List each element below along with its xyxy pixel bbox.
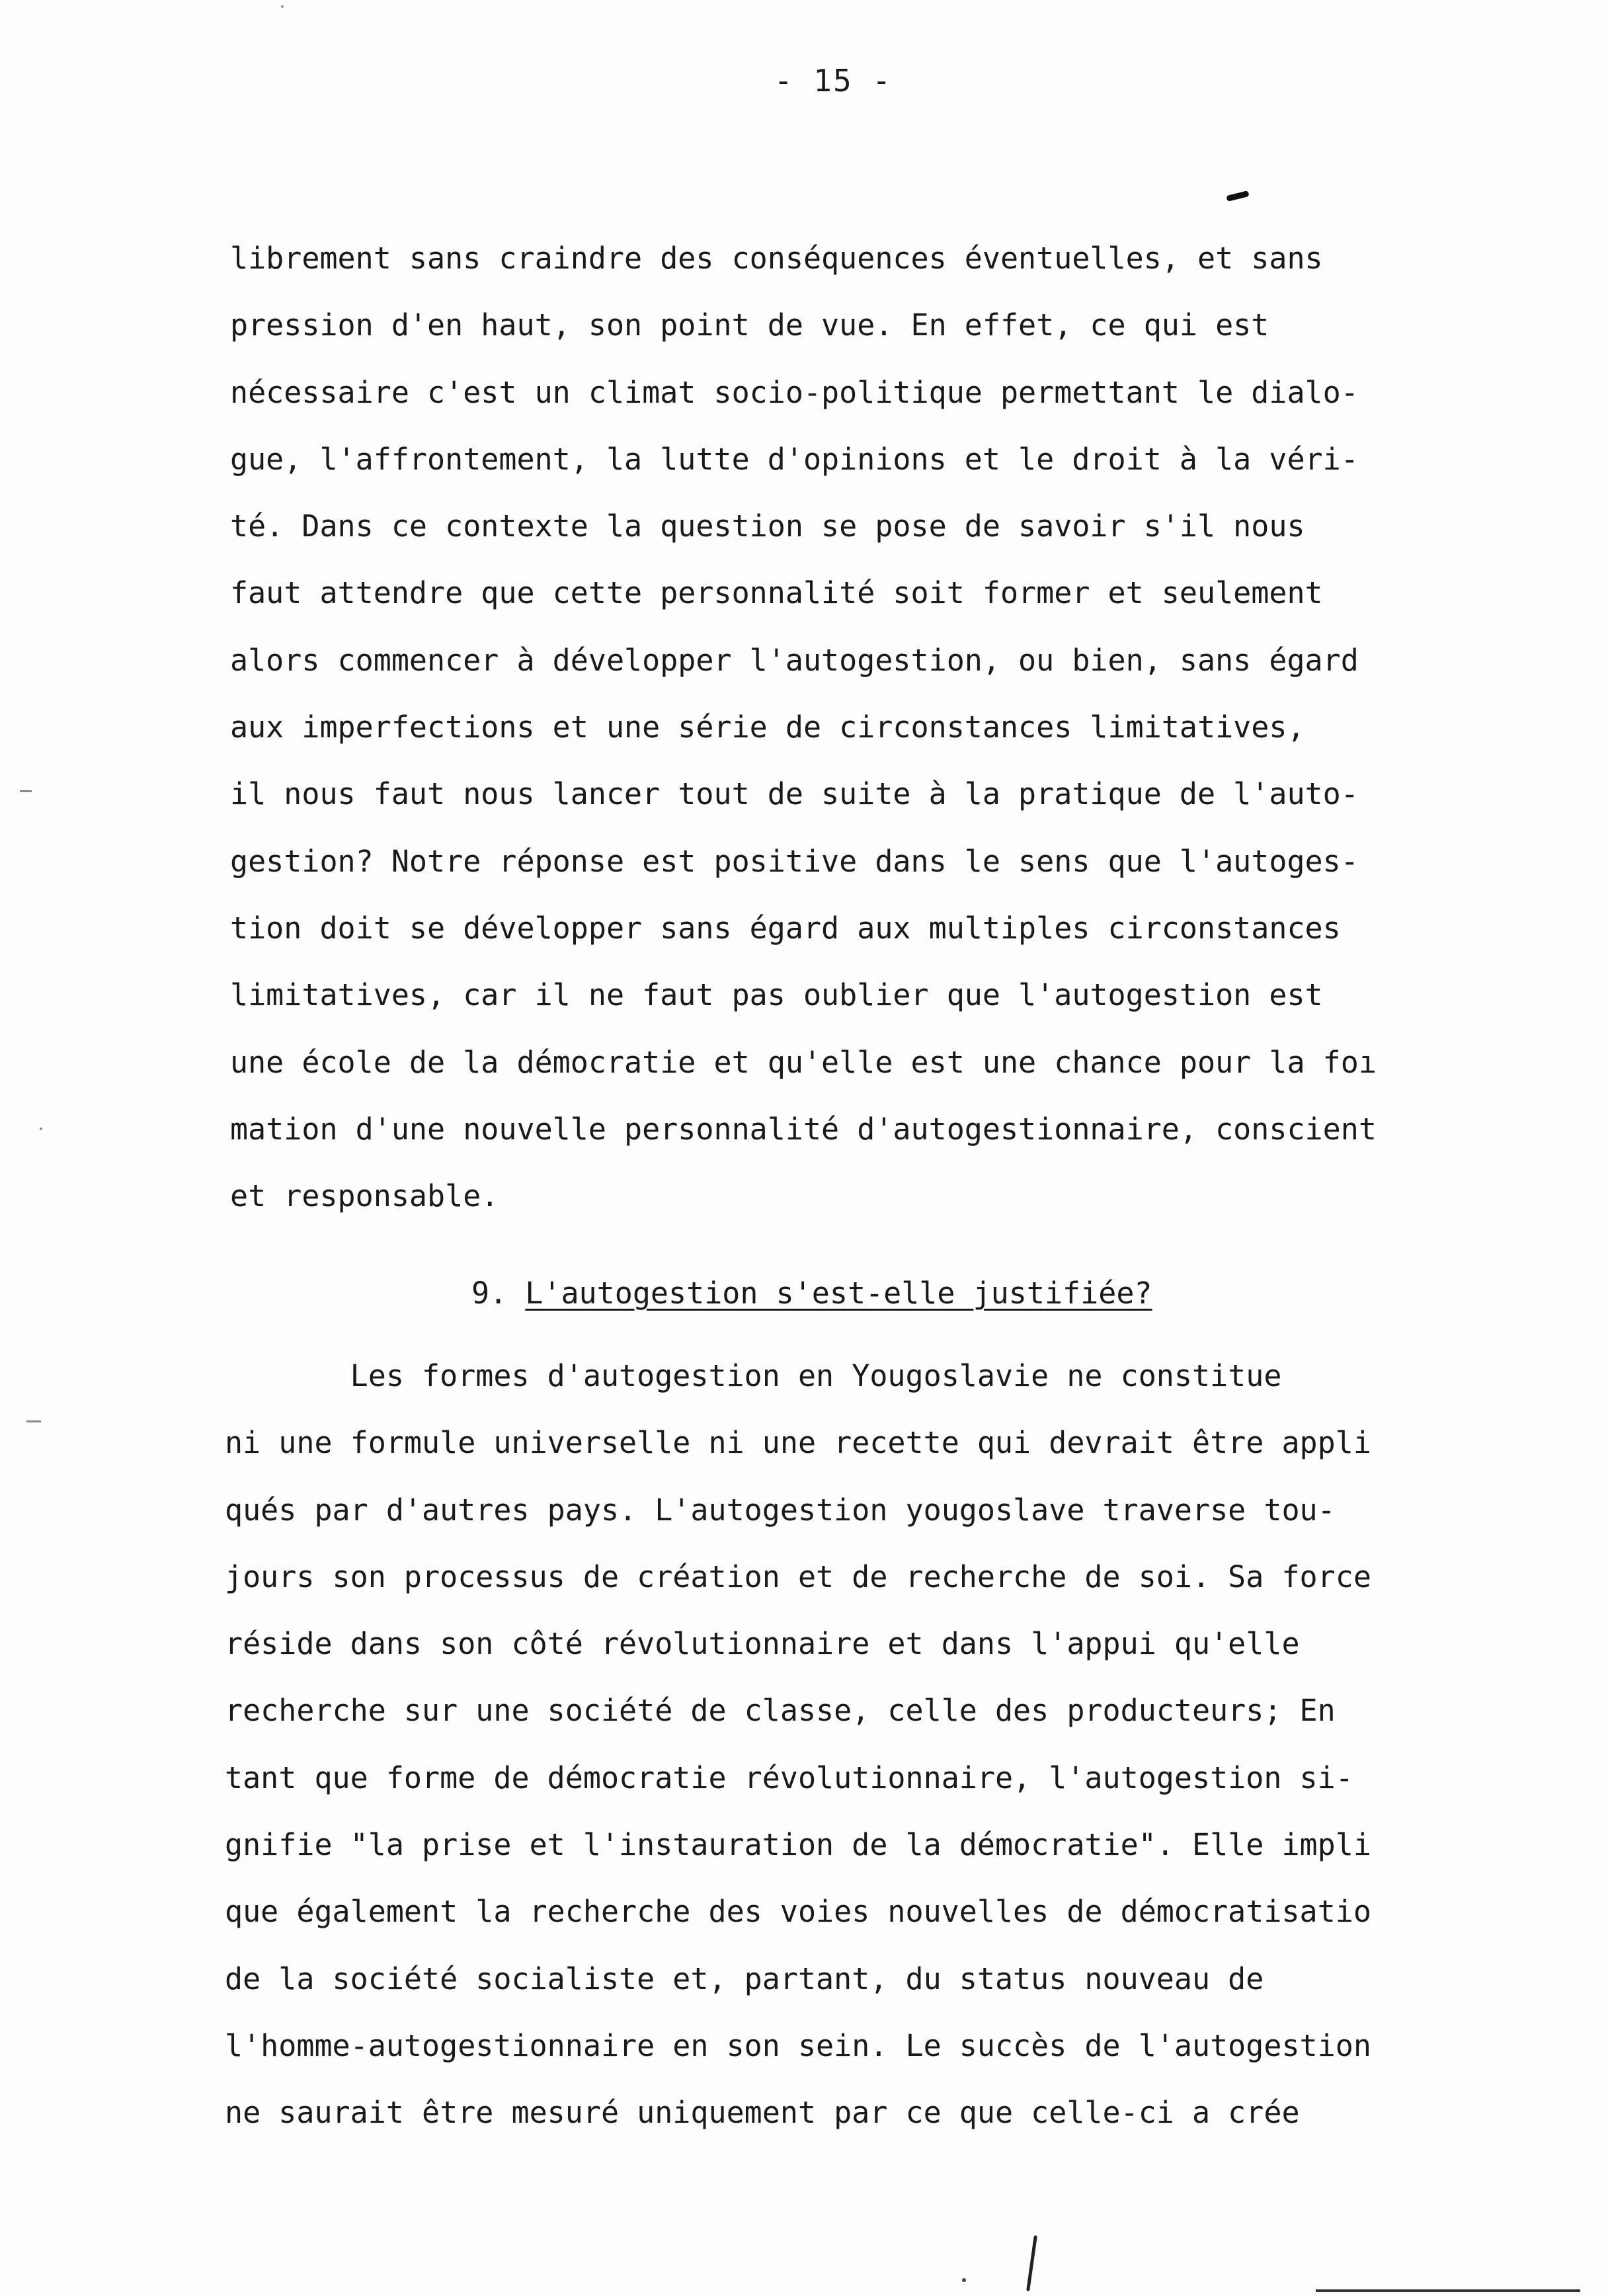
text-line: té. Dans ce contexte la question se pose de savoir s'il nous	[230, 509, 1305, 544]
text-line: l'homme-autogestionnaire en son sein. Le succès de l'autogestion	[225, 2028, 1371, 2063]
text-line: alors commencer à développer l'autogestion, ou bien, sans égard	[230, 642, 1359, 678]
text-line: une école de la démocratie et qu'elle est une chance pour la foı	[230, 1044, 1377, 1080]
text-line: pression d'en haut, son point de vue. En effet, ce qui est	[230, 308, 1269, 343]
text-line: et responsable.	[230, 1178, 499, 1214]
text-line: faut attendre que cette personnalité soit former et seulement	[230, 575, 1323, 611]
text-line: limitatives, car il ne faut pas oublier que l'autogestion est	[230, 977, 1323, 1013]
text-line: jours son processus de création et de recherche de soi. Sa force	[225, 1559, 1371, 1594]
margin-mark	[20, 790, 32, 792]
section-title: L'autogestion s'est-elle justifiée?	[525, 1276, 1152, 1311]
pen-stroke	[1026, 2235, 1037, 2291]
scan-speck	[962, 2278, 966, 2282]
section-heading	[471, 1260, 1152, 1327]
text-line: ne saurait être mesuré uniquement par ce que celle-ci a crée	[225, 2095, 1300, 2131]
bottom-rule	[1316, 2289, 1580, 2292]
text-line: nécessaire c'est un climat socio-politique permettant le dialo-	[230, 374, 1359, 410]
section-number: 9.	[471, 1276, 526, 1311]
text-line: il nous faut nous lancer tout de suite à la pratique de l'auto-	[230, 776, 1359, 812]
text-line: gue, l'affrontement, la lutte d'opinions et le droit à la véri-	[230, 441, 1359, 477]
text-line: que également la recherche des voies nouvelles de démocratisatio	[225, 1894, 1371, 1930]
text-line: Les formes d'autogestion en Yougoslavie ne constitue	[225, 1358, 1282, 1393]
margin-mark	[40, 1128, 42, 1130]
text-line: tion doit se développer sans égard aux multiples circonstances	[230, 910, 1341, 946]
scan-speck	[281, 5, 284, 8]
paragraph-2	[225, 1342, 1514, 2147]
margin-mark	[26, 1420, 41, 1422]
text-line: tant que forme de démocratie révolutionnaire, l'autogestion si-	[225, 1760, 1353, 1795]
text-line: gnifie "la prise et l'instauration de la démocratie". Elle impli	[225, 1827, 1371, 1863]
text-line: ni une formule universelle ni une recette qui devrait être appli	[225, 1425, 1371, 1461]
text-line: réside dans son côté révolutionnaire et dans l'appui qu'elle	[225, 1626, 1300, 1662]
paragraph-1	[230, 225, 1519, 1229]
page-number: - 15 -	[774, 63, 893, 99]
text-line: recherche sur une société de classe, celle des producteurs; En	[225, 1693, 1336, 1729]
text-line: de la société socialiste et, partant, du status nouveau de	[225, 1961, 1264, 1996]
text-line: gestion? Notre réponse est positive dans le sens que l'autoges-	[230, 843, 1359, 879]
text-line: librement sans craindre des conséquences éventuelles, et sans	[230, 241, 1323, 276]
ink-mark	[1226, 190, 1249, 202]
text-line: qués par d'autres pays. L'autogestion yougoslave traverse tou-	[225, 1492, 1336, 1528]
text-line: mation d'une nouvelle personnalité d'autogestionnaire, conscient	[230, 1111, 1377, 1147]
text-line: aux imperfections et une série de circonstances limitatives,	[230, 710, 1305, 745]
